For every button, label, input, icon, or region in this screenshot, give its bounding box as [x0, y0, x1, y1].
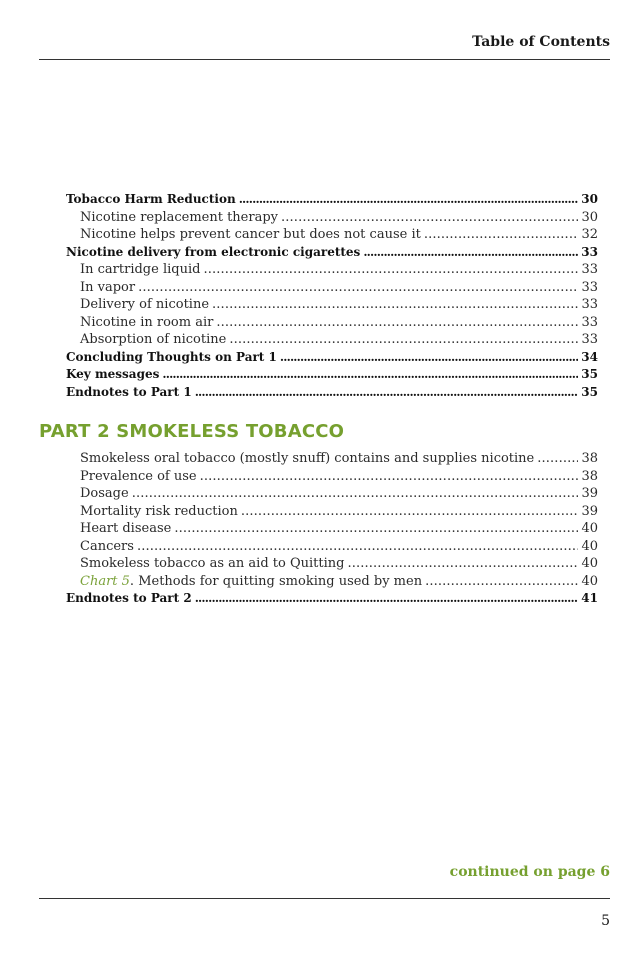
- toc-part-1: [66, 191, 598, 401]
- toc-page-number: 33: [581, 332, 598, 347]
- toc-entry[interactable]: [66, 573, 598, 591]
- toc-page-number: 38: [581, 468, 598, 484]
- toc-entry[interactable]: [66, 485, 598, 503]
- toc-entry-label: Tobacco Harm Reduction: [66, 192, 236, 206]
- toc-entry-label: In vapor: [80, 279, 136, 295]
- toc-entry-label: Endnotes to Part 1: [66, 384, 192, 399]
- toc-entry[interactable]: [66, 503, 598, 521]
- toc-leader: [162, 366, 578, 384]
- toc-leader: [137, 538, 579, 556]
- toc-page-number: 33: [581, 314, 598, 330]
- chart-reference-label: Chart 5: [80, 573, 130, 589]
- toc-page-number: 32: [581, 227, 598, 242]
- toc-page-number: 39: [581, 486, 598, 501]
- toc-leader: [537, 450, 578, 468]
- toc-page-number: 40: [581, 573, 598, 589]
- toc-entry[interactable]: [66, 450, 598, 468]
- toc-entry[interactable]: [66, 279, 598, 297]
- toc-page-number: 39: [581, 503, 598, 519]
- toc-page-number: 30: [581, 209, 598, 225]
- continued-note: continued on page 6: [449, 864, 610, 880]
- toc-page-number: 38: [581, 451, 598, 466]
- toc-entry[interactable]: [66, 555, 598, 573]
- toc-leader: [174, 520, 578, 538]
- toc-entry-label: Nicotine delivery from electronic cigarettes: [66, 244, 361, 259]
- toc-entry-label: Methods for quitting smoking used by men: [138, 573, 423, 589]
- toc-leader: [212, 296, 578, 314]
- toc-part-2: [66, 450, 598, 608]
- toc-leader: [132, 485, 579, 503]
- toc-entry-label: Smokeless tobacco as an aid to Quitting: [80, 556, 345, 571]
- toc-entry[interactable]: [66, 331, 598, 349]
- toc-entry[interactable]: [66, 244, 598, 262]
- toc-entry[interactable]: [66, 191, 598, 209]
- toc-entry[interactable]: [66, 226, 598, 244]
- toc-entry-label: In cartridge liquid: [80, 262, 201, 277]
- toc-entry-label: Key messages: [66, 367, 160, 381]
- toc-entry-label: Nicotine helps prevent cancer but does not cause it: [80, 227, 421, 242]
- toc-entry-label: Nicotine in room air: [80, 314, 214, 330]
- toc-entry[interactable]: [66, 366, 598, 384]
- toc-page-number: 35: [581, 384, 598, 399]
- toc-leader: [281, 209, 578, 227]
- toc-leader: [347, 555, 578, 573]
- toc-entry[interactable]: [66, 468, 598, 486]
- toc-page-number: 34: [581, 349, 598, 364]
- toc-entry-label: Endnotes to Part 2: [66, 591, 192, 605]
- toc-leader: [229, 331, 578, 349]
- toc-leader: [138, 279, 578, 297]
- toc-page-number: 33: [581, 244, 598, 259]
- toc-entry[interactable]: [66, 590, 598, 608]
- toc-entry-label: Dosage: [80, 486, 129, 501]
- toc-leader: [241, 503, 579, 521]
- toc-entry-label: Absorption of nicotine: [80, 332, 227, 347]
- toc-leader: [424, 226, 579, 244]
- toc-entry-label: Smokeless oral tobacco (mostly snuff) contains and supplies nicotine: [80, 451, 535, 466]
- toc-page-number: 33: [581, 262, 598, 277]
- toc-page-number: 40: [581, 538, 598, 554]
- toc-page-number: 33: [581, 297, 598, 312]
- toc-page-number: 40: [581, 556, 598, 571]
- toc-entry-label: Prevalence of use: [80, 468, 197, 484]
- toc-entry[interactable]: [66, 296, 598, 314]
- toc-page-number: 35: [581, 367, 598, 381]
- page-header-title: Table of Contents: [472, 34, 610, 50]
- toc-leader: [195, 590, 579, 608]
- toc-leader: [239, 191, 579, 209]
- toc-page-number: 30: [581, 192, 598, 206]
- toc-entry-label: Cancers: [80, 538, 134, 554]
- part-2-heading: PART 2 SMOKELESS TOBACCO: [39, 421, 345, 442]
- header-divider: [39, 59, 610, 60]
- toc-leader: [216, 314, 578, 332]
- toc-leader: [200, 468, 579, 486]
- toc-leader: [425, 573, 578, 591]
- toc-entry[interactable]: [66, 520, 598, 538]
- toc-entry[interactable]: [66, 209, 598, 227]
- toc-leader: [195, 384, 579, 402]
- toc-leader: [363, 244, 578, 262]
- page-number: 5: [601, 913, 610, 929]
- toc-entry[interactable]: [66, 384, 598, 402]
- toc-entry-label: Concluding Thoughts on Part 1: [66, 349, 277, 364]
- toc-entry-label: Mortality risk reduction: [80, 503, 238, 519]
- toc-leader: [203, 261, 578, 279]
- toc-entry-label: Delivery of nicotine: [80, 297, 210, 312]
- footer-divider: [39, 898, 610, 899]
- toc-entry[interactable]: [66, 349, 598, 367]
- toc-entry-separator: .: [129, 573, 139, 589]
- toc-leader: [280, 349, 578, 367]
- toc-page-number: 40: [581, 521, 598, 536]
- toc-entry[interactable]: [66, 261, 598, 279]
- toc-entry-label: Heart disease: [80, 521, 172, 536]
- toc-page-number: 41: [581, 591, 598, 605]
- toc-page-number: 33: [581, 279, 598, 295]
- toc-entry-label: Nicotine replacement therapy: [80, 209, 279, 225]
- toc-entry[interactable]: [66, 314, 598, 332]
- toc-entry[interactable]: [66, 538, 598, 556]
